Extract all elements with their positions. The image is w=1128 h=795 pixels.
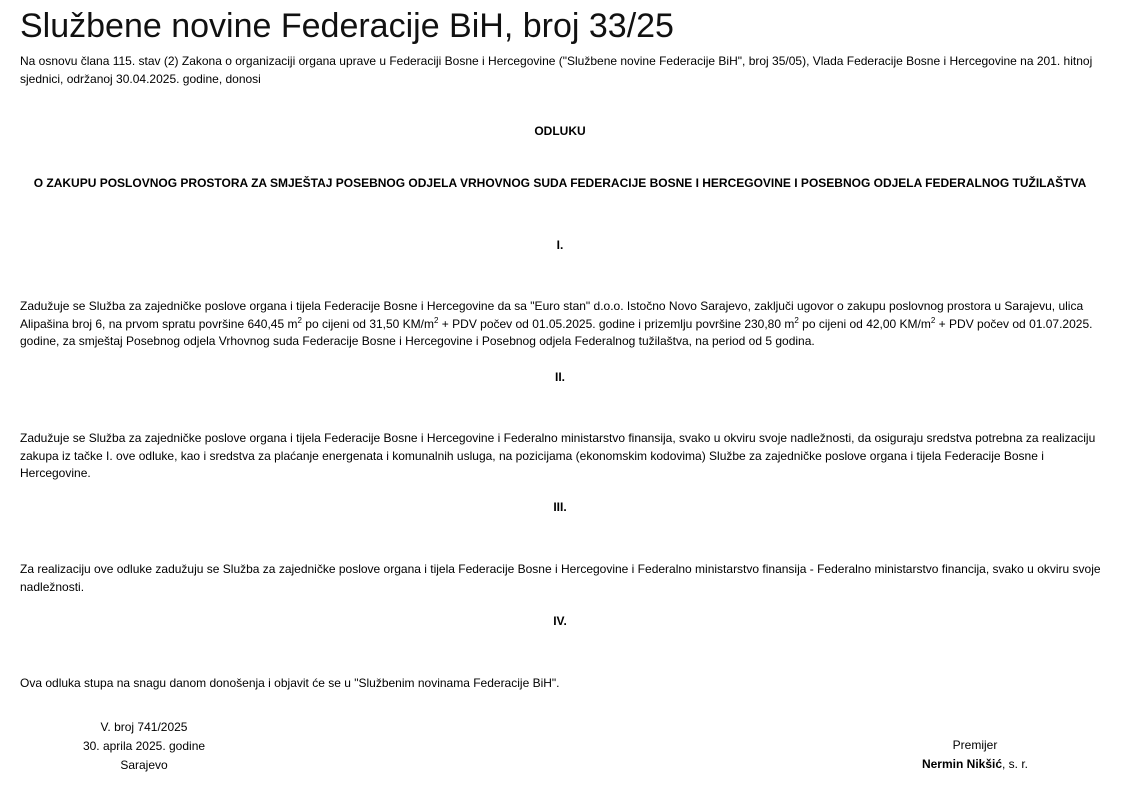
signature-block-left — [64, 718, 224, 775]
section-text-4: Ova odluka stupa na snagu danom donošenja i objavit će se u "Službenim novinama Federacije BiH". — [20, 676, 560, 690]
section-text-3: Za realizaciju ove odluke zadužuju se Služba za zajedničke poslove organa i tijela Federacije Bosne i Hercegovine i Federalno ministarstvo finansija - Federalno ministarstvo financija, svako u okviru svoje nadležnosti. — [20, 562, 1101, 594]
signatory-name: Nermin Nikšić — [921, 757, 1003, 771]
intro-paragraph: Na osnovu člana 115. stav (2) Zakona o organizaciji organa uprave u Federaciji Bosne i Hercegovine ("Službene novine Federacije BiH", broj 35/05), Vlada Federacije Bosne i Hercegovine na 201. hitnoj sjednici, održanoj 30.04.2025. godine, donosi — [20, 54, 1093, 86]
decision-title: O ZAKUPU POSLOVNOG PROSTORA ZA SMJEŠTAJ POSEBNOG ODJELA VRHOVNOG SUDA FEDERACIJE BOSNE I HERCEGOVINE I POSEBNOG ODJELA FEDERALNOG TUŽILAŠTVA — [33, 176, 1087, 190]
section-text-1: Zadužuje se Služba za zajedničke poslove organa i tijela Federacije Bosne i Hercegovine da sa "Euro stan" d.o.o. Istočno Novo Sarajevo, zaključi ugovor o zakupu poslovnog prostora u Sarajevu, ulica Alipašina broj 6, na prvom spratu površine 640,45 $m^2$ po cijeni od 31,50 $KM/m^2$ + PDV počev od 01.05.2025. godine i prizemlju površine 230,80 $m^2$ po cijeni od 42,00 $KM/m^2$ + PDV počev od 01.07.2025. godine, za smještaj Posebnog odjela Vrhovnog suda Federacije Bosne i Hercegovine i Posebnog odjela Federalnog tužilaštva, na period od 5 godina. — [20, 299, 1093, 348]
section-numeral-3: III. — [553, 500, 567, 514]
decision-label: ODLUKU — [534, 124, 586, 138]
section-text-2: Zadužuje se Služba za zajedničke poslove organa i tijela Federacije Bosne i Hercegovine i Federalno ministarstvo finansija, svako u okviru svoje nadležnosti, da osiguraju sredstva potrebna za realizaciju zakupa iz tačke I. ove odluke, kao i sredstva za plaćanje energenata i komunalnih usluga, na pozicijama (ekonomskim kodovima) Službe za zajedničke poslove organa i tijela Federacije Bosne i Hercegovine. — [20, 431, 1096, 480]
gazette-title: Službene novine Federacije BiH, broj 33/25 — [20, 7, 674, 45]
section-numeral-4: IV. — [553, 614, 567, 628]
section-numeral-2: II. — [554, 370, 565, 384]
signatory-role: Premijer — [952, 738, 998, 752]
decision-date: 30. aprila 2025. godine — [82, 739, 206, 753]
decision-place: Sarajevo — [120, 758, 168, 772]
signatory-suffix: , s. r. — [1002, 757, 1029, 771]
signatory-line — [895, 755, 1055, 774]
decision-number: V. broj 741/2025 — [100, 720, 188, 734]
section-numeral-1: I. — [556, 238, 564, 252]
signature-block-right — [895, 736, 1055, 774]
